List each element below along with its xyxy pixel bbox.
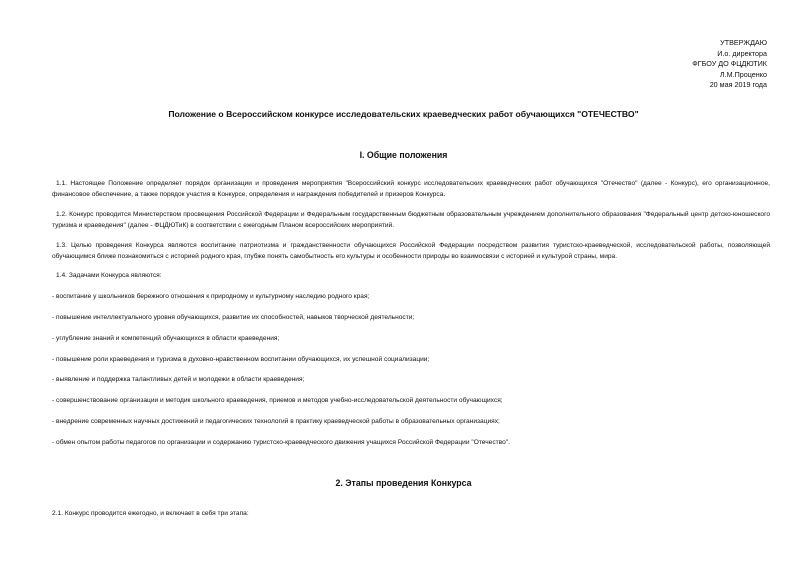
approval-line: ФГБОУ ДО ФЦДЮТИК (692, 59, 767, 68)
task-item: - воспитание у школьников бережного отношения к природному и культурному наследию родного края; (52, 293, 370, 300)
task-item: - углубление знаний и компетенций обучающихся в области краеведения; (52, 335, 280, 342)
task-item: - повышение интеллектуального уровня обучающихся, развитие их способностей, навыков творческой деятельности; (52, 314, 415, 321)
document-title: Положение о Всероссийском конкурсе исследовательских краеведческих работ обучающихся "ОТЕЧЕСТВО" (168, 109, 639, 119)
section-heading-1: I. Общие положения (359, 150, 448, 160)
paragraph-1-1: 1.1. Настоящее Положение определяет порядок организации и проведения мероприятия "Всероссийский конкурс исследовательских краеведческих работ обучающихся "Отечество" (далее - Конкурс), его организационное, финансовое обеспечение, а также порядок участия в Конкурсе, определения и награждения победителей и призеров Конкурса. (52, 180, 770, 198)
task-item: - внедрение современных научных достижений и педагогических технологий в практику краеведческой работы в образовательных организациях; (52, 418, 500, 425)
task-item: - обмен опытом работы педагогов по организации и содержанию туристско-краеведческого движения учащихся Российской Федерации "Отечество". (52, 439, 510, 446)
section-heading-2: 2. Этапы проведения Конкурса (335, 478, 472, 488)
paragraph-1-2: 1.2. Конкурс проводится Министерством просвещения Российской Федерации и Федеральным государственным бюджетным образовательным учреждением дополнительного образования "Федеральный центр детско-юношеского туризма и краеведения" (далее - ФЦДЮТиК) в соответствии с ежегодным Планом всероссийских мероприятий. (52, 211, 770, 229)
task-item: - совершенствование организации и методик школьного краеведения, приемов и методов учебно-исследовательской деятельности обучающихся; (52, 397, 503, 404)
paragraph-2-1: 2.1. Конкурс проводится ежегодно, и включает в себя три этапа: (52, 510, 249, 517)
task-item: - выявление и поддержка талантливых детей и молодежи в области краеведения; (52, 376, 305, 383)
approval-block (692, 38, 767, 91)
approval-line: 20 мая 2019 года (709, 80, 767, 89)
approval-line: УТВЕРЖДАЮ (720, 38, 767, 47)
paragraph-1-3: 1.3. Целью проведения Конкурса являются воспитание патриотизма и гражданственности обучающихся Российской Федерации посредством развития туристско-краеведческой, исследовательской работы, позволяющей обучающимся ближе познакомиться с историей родного края, глубже понять самобытность его культуры и особенности природы во взаимосвязи с историей и культурой страны, мира. (52, 242, 770, 260)
task-item: - повышение роли краеведения и туризма в духовно-нравственном воспитании обучающихся, их успешной социализации; (52, 356, 430, 363)
paragraph-1-4: 1.4. Задачами Конкурса являются: (56, 272, 162, 279)
approval-line: Л.М.Проценко (719, 69, 767, 79)
approval-line: И.о. директора (717, 48, 767, 58)
